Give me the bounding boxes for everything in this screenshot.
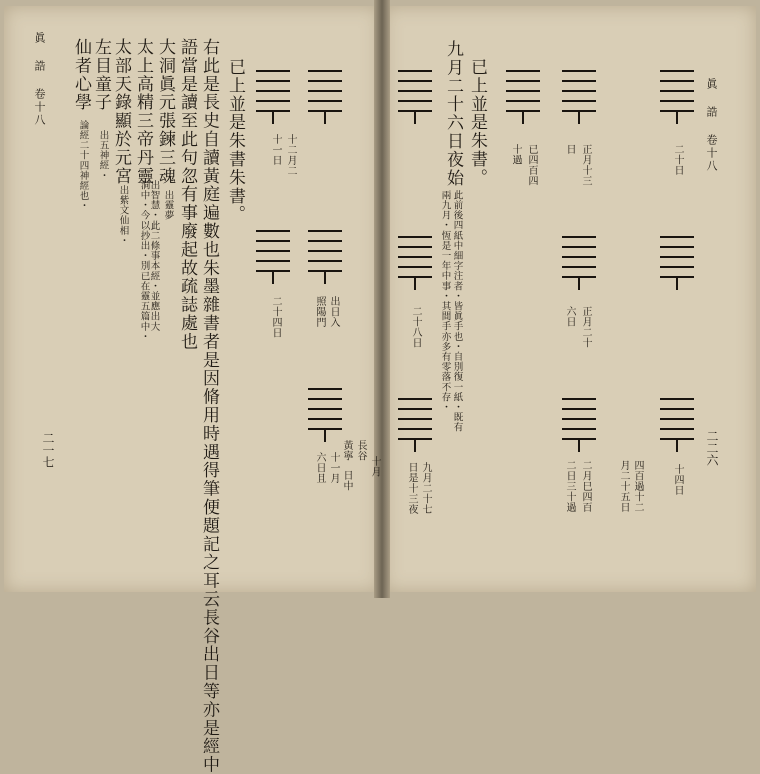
hexagram-caption: 四百過十二 — [632, 460, 643, 513]
hexagram — [660, 398, 694, 454]
text-line: 仙者心學 — [71, 38, 91, 112]
hexagram-caption: 正月二十 — [580, 306, 591, 348]
note: 此前後四紙中細字注者・皆眞手也・自別復一紙・既有 — [451, 190, 463, 433]
hexagram — [308, 230, 342, 286]
text-line: 太上高精三帝丹靈 — [133, 38, 153, 186]
hexagram — [308, 70, 342, 126]
text-line: 九月二十六日夜始 — [443, 40, 463, 188]
left-page-number: 二一七 — [41, 432, 55, 468]
hexagram-caption: 十月 — [369, 456, 380, 477]
hexagram — [398, 398, 432, 454]
hexagram-caption: 黃寧 — [341, 440, 352, 461]
hexagram — [660, 70, 694, 126]
hexagram-caption: 六日 — [564, 306, 575, 327]
hexagram — [660, 236, 694, 292]
note: 出智慧・此二條事本經・並應出大 — [148, 180, 160, 332]
hexagram — [256, 230, 290, 286]
hexagram-caption: 十過 — [510, 144, 521, 165]
hexagram-caption: 出日入 — [328, 296, 339, 328]
hexagram-caption: 十二月二 — [285, 134, 296, 176]
hexagram — [562, 236, 596, 292]
hexagram-caption: 日中 — [341, 470, 352, 491]
note: 出五神經・ — [97, 130, 109, 181]
left-page-header: 眞 誥 卷十八 — [33, 32, 46, 127]
closing-line: 已上並是朱書。 — [467, 58, 487, 187]
note: 論經二十四神經也・ — [77, 120, 89, 211]
hexagram — [398, 236, 432, 292]
hexagram-caption: 日 — [564, 144, 575, 155]
text-line: 大洞眞元張鍊三魂 — [155, 38, 175, 186]
text-line: 左目童子 — [91, 38, 111, 112]
hexagram-caption: 十一日 — [270, 134, 281, 166]
note: 出紫文仙相・ — [117, 185, 129, 246]
hexagram-caption: 十一月 — [328, 452, 339, 484]
hexagram-caption: 二十日 — [672, 144, 683, 176]
closing-line: 已上並是朱書朱書。 — [225, 58, 245, 224]
note: 出靈夢 — [162, 190, 174, 221]
right-page-header: 眞 誥 卷十八 — [705, 78, 718, 173]
right-page-number: 二二六 — [705, 430, 719, 466]
hexagram-caption: 九月二十七 — [420, 462, 431, 515]
note: 兩九月・恆是一年中事・其間手亦多有零落不存・ — [439, 190, 451, 413]
text-line: 太部天錄顯於元宮 — [111, 38, 131, 186]
hexagram-caption: 十四日 — [672, 464, 683, 496]
hexagram-caption: 二月巳四百 — [580, 460, 591, 513]
hexagram — [256, 70, 290, 126]
book-gutter — [374, 0, 390, 598]
hexagram-caption: 二十八日 — [410, 306, 421, 348]
hexagram-caption: 照陽門 — [314, 296, 325, 328]
hexagram — [308, 388, 342, 444]
hexagram — [562, 398, 596, 454]
note: 洞中・今以抄出・別已在靈五篇中・ — [138, 180, 150, 342]
hexagram-caption: 正月十三 — [580, 144, 591, 186]
text-line: 右此是長史自讀黃庭遍數也朱墨雜書者是因脩用時遇得筆便題記之耳云長谷出日等亦是經中 — [199, 38, 219, 774]
hexagram — [562, 70, 596, 126]
hexagram-caption: 長谷 — [355, 440, 366, 461]
hexagram-caption: 已四百四 — [526, 144, 537, 186]
hexagram — [506, 70, 540, 126]
hexagram-caption: 日是十三夜 — [406, 462, 417, 515]
hexagram — [398, 70, 432, 126]
hexagram-caption: 二日三十過 — [564, 460, 575, 513]
hexagram-caption: 二十四日 — [270, 296, 281, 338]
text-line: 語當是讀至此句忽有事廢起故疏誌處也 — [177, 38, 197, 351]
hexagram-caption: 月二十五日 — [618, 460, 629, 513]
hexagram-caption: 六日且 — [314, 452, 325, 484]
